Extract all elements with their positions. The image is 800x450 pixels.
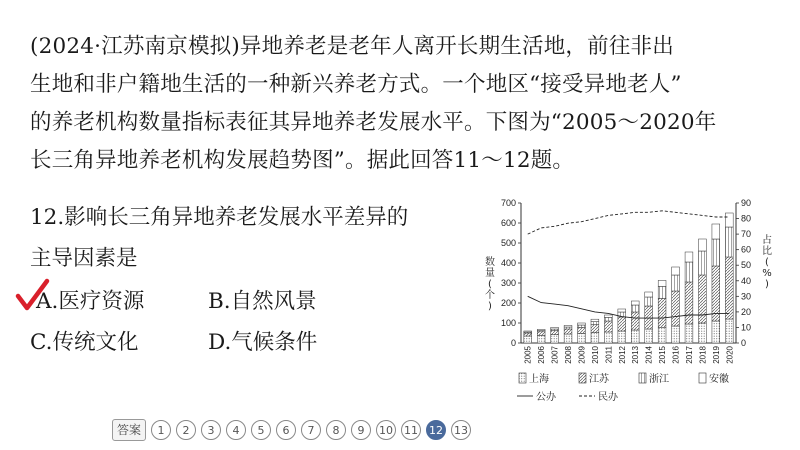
x-tick-label: 2005 bbox=[523, 346, 533, 364]
bar-江苏 bbox=[551, 331, 559, 335]
question-number-5[interactable]: 5 bbox=[251, 420, 271, 440]
legend-label-江苏: 江苏 bbox=[589, 374, 609, 385]
y-left-axis-label-char: ( bbox=[488, 279, 492, 290]
y-right-tick-label: 20 bbox=[741, 306, 752, 317]
x-tick-label: 2014 bbox=[644, 346, 654, 364]
passage-line: 的养老机构数量指标表征其异地养老发展水平。下图为“2005～2020年 bbox=[30, 110, 717, 135]
bar-江苏 bbox=[537, 332, 545, 336]
legend-label-公办: 公办 bbox=[536, 392, 556, 403]
x-tick-label: 2018 bbox=[698, 346, 708, 364]
bar-安徽 bbox=[645, 292, 653, 297]
bar-上海 bbox=[685, 324, 693, 343]
y-right-tick-label: 50 bbox=[741, 260, 752, 271]
bar-浙江 bbox=[685, 262, 693, 282]
x-tick-label: 2010 bbox=[590, 346, 600, 364]
question-stem-cont: 主导因素是 bbox=[30, 246, 138, 271]
bar-江苏 bbox=[712, 266, 720, 321]
bar-上海 bbox=[699, 323, 707, 343]
question-number-3[interactable]: 3 bbox=[201, 420, 221, 440]
y-left-axis-label-char: 数 bbox=[485, 257, 495, 268]
y-left-axis-label-char: ) bbox=[488, 301, 492, 312]
y-right-tick-label: 30 bbox=[741, 291, 752, 302]
bar-浙江 bbox=[658, 286, 666, 298]
bar-安徽 bbox=[537, 329, 545, 330]
bar-安徽 bbox=[564, 325, 572, 327]
y-right-tick-label: 60 bbox=[741, 244, 752, 255]
bar-江苏 bbox=[672, 291, 680, 326]
bar-浙江 bbox=[672, 275, 680, 291]
bar-上海 bbox=[631, 330, 639, 343]
bar-上海 bbox=[712, 321, 720, 343]
legend-label-民办: 民办 bbox=[598, 392, 618, 403]
option-d[interactable]: D.气候条件 bbox=[208, 330, 318, 355]
bar-安徽 bbox=[618, 309, 626, 312]
y-left-axis-label-char: 量 bbox=[485, 268, 495, 279]
y-left-axis-label-char: 个 bbox=[485, 290, 495, 301]
bar-江苏 bbox=[725, 257, 733, 319]
bar-江苏 bbox=[564, 329, 572, 334]
question-number-13[interactable]: 13 bbox=[451, 420, 471, 440]
bar-上海 bbox=[591, 333, 599, 343]
question-number-6[interactable]: 6 bbox=[276, 420, 296, 440]
bar-上海 bbox=[645, 329, 653, 343]
bar-安徽 bbox=[685, 252, 693, 262]
bar-安徽 bbox=[699, 239, 707, 251]
passage-line: 生地和非户籍地生活的一种新兴养老方式。一个地区“接受异地老人” bbox=[30, 72, 682, 97]
bar-上海 bbox=[604, 332, 612, 343]
x-tick-label: 2016 bbox=[671, 346, 681, 364]
option-b[interactable]: B.自然风景 bbox=[208, 289, 317, 314]
answer-button[interactable]: 答案 bbox=[112, 419, 146, 441]
bar-上海 bbox=[725, 319, 733, 343]
bar-江苏 bbox=[699, 275, 707, 323]
bar-上海 bbox=[658, 327, 666, 343]
x-tick-label: 2015 bbox=[658, 346, 668, 364]
question-number-1[interactable]: 1 bbox=[151, 420, 171, 440]
y-left-tick-label: 300 bbox=[500, 278, 516, 288]
y-right-axis-label-char: ( bbox=[765, 257, 769, 268]
legend-label-上海: 上海 bbox=[529, 374, 549, 385]
y-right-axis-label-char: 占 bbox=[762, 235, 772, 246]
bar-上海 bbox=[618, 331, 626, 343]
option-a[interactable]: A.医疗资源 bbox=[36, 289, 145, 314]
bar-浙江 bbox=[578, 325, 586, 327]
bar-安徽 bbox=[725, 213, 733, 227]
x-tick-label: 2007 bbox=[550, 346, 560, 364]
bar-上海 bbox=[551, 335, 559, 343]
y-left-tick-label: 400 bbox=[500, 258, 516, 268]
passage-text bbox=[30, 28, 780, 180]
bar-浙江 bbox=[645, 297, 653, 306]
bar-江苏 bbox=[578, 327, 586, 333]
y-left-tick-label: 0 bbox=[510, 338, 516, 348]
bar-上海 bbox=[524, 336, 532, 343]
y-right-tick-label: 90 bbox=[741, 198, 752, 208]
question-number-list bbox=[151, 420, 471, 440]
bar-安徽 bbox=[658, 280, 666, 286]
y-right-tick-label: 70 bbox=[741, 229, 752, 240]
bar-浙江 bbox=[631, 305, 639, 312]
passage-line: 长三角异地养老机构发展趋势图”。据此回答11～12题。 bbox=[30, 148, 575, 173]
bar-江苏 bbox=[524, 333, 532, 336]
x-tick-label: 2009 bbox=[577, 346, 587, 364]
bar-浙江 bbox=[725, 227, 733, 257]
y-left-tick-label: 700 bbox=[500, 198, 516, 208]
bar-浙江 bbox=[604, 317, 612, 321]
x-tick-label: 2017 bbox=[684, 346, 694, 364]
x-tick-label: 2012 bbox=[617, 346, 627, 364]
line-民办 bbox=[528, 211, 730, 234]
x-tick-label: 2013 bbox=[631, 346, 641, 364]
question-number-9[interactable]: 9 bbox=[351, 420, 371, 440]
bar-安徽 bbox=[672, 267, 680, 275]
y-right-tick-label: 10 bbox=[741, 322, 752, 333]
bar-安徽 bbox=[712, 224, 720, 239]
legend-swatch-浙江 bbox=[639, 373, 646, 383]
x-tick-label: 2019 bbox=[711, 346, 721, 364]
question-number-8[interactable]: 8 bbox=[326, 420, 346, 440]
bar-安徽 bbox=[591, 319, 599, 321]
chart-svg bbox=[478, 195, 778, 410]
bar-上海 bbox=[537, 335, 545, 343]
question-stem: 12.影响长三角异地养老发展水平差异的 bbox=[30, 205, 409, 230]
x-tick-label: 2008 bbox=[564, 346, 574, 364]
bar-浙江 bbox=[564, 327, 572, 329]
chart bbox=[478, 195, 778, 410]
bar-安徽 bbox=[578, 323, 586, 325]
y-right-tick-label: 0 bbox=[741, 338, 747, 348]
x-tick-label: 2006 bbox=[537, 346, 547, 364]
passage-line: (2024·江苏南京模拟)异地养老是老年人离开长期生活地，前往非出 bbox=[30, 34, 674, 59]
legend-swatch-江苏 bbox=[579, 373, 586, 383]
option-c[interactable]: C.传统文化 bbox=[30, 330, 139, 355]
bar-江苏 bbox=[645, 306, 653, 329]
bar-上海 bbox=[564, 334, 572, 343]
y-left-tick-label: 200 bbox=[500, 298, 516, 308]
x-tick-label: 2011 bbox=[604, 346, 614, 364]
bar-江苏 bbox=[604, 321, 612, 332]
bar-安徽 bbox=[631, 301, 639, 305]
y-left-tick-label: 100 bbox=[500, 318, 516, 328]
bar-浙江 bbox=[699, 251, 707, 275]
y-right-tick-label: 80 bbox=[741, 213, 752, 224]
question-number-10[interactable]: 10 bbox=[376, 420, 396, 440]
bar-江苏 bbox=[618, 317, 626, 331]
bar-上海 bbox=[672, 326, 680, 343]
bar-浙江 bbox=[712, 239, 720, 266]
question-number-2[interactable]: 2 bbox=[176, 420, 196, 440]
legend-swatch-上海 bbox=[519, 373, 526, 383]
y-left-tick-label: 500 bbox=[500, 238, 516, 248]
y-left-tick-label: 600 bbox=[500, 218, 516, 228]
bar-安徽 bbox=[551, 327, 559, 329]
question-number-4[interactable]: 4 bbox=[226, 420, 246, 440]
question-number-11[interactable]: 11 bbox=[401, 420, 421, 440]
bar-江苏 bbox=[685, 282, 693, 324]
bar-安徽 bbox=[524, 331, 532, 332]
bar-上海 bbox=[578, 333, 586, 343]
answer-nav bbox=[112, 419, 471, 441]
x-tick-label: 2020 bbox=[725, 346, 735, 364]
y-right-axis-label-char: % bbox=[762, 268, 772, 279]
bar-江苏 bbox=[591, 325, 599, 333]
legend-label-安徽: 安徽 bbox=[709, 374, 729, 385]
bar-江苏 bbox=[631, 312, 639, 330]
bar-浙江 bbox=[591, 322, 599, 325]
question-number-7[interactable]: 7 bbox=[301, 420, 321, 440]
question-number-12[interactable]: 12 bbox=[426, 420, 446, 440]
legend-label-浙江: 浙江 bbox=[649, 374, 669, 385]
y-right-axis-label-char: 比 bbox=[762, 246, 772, 257]
legend-swatch-安徽 bbox=[699, 373, 706, 383]
y-right-axis-label-char: ) bbox=[765, 279, 769, 290]
bar-江苏 bbox=[658, 298, 666, 327]
y-right-tick-label: 40 bbox=[741, 275, 752, 286]
bar-安徽 bbox=[604, 315, 612, 317]
